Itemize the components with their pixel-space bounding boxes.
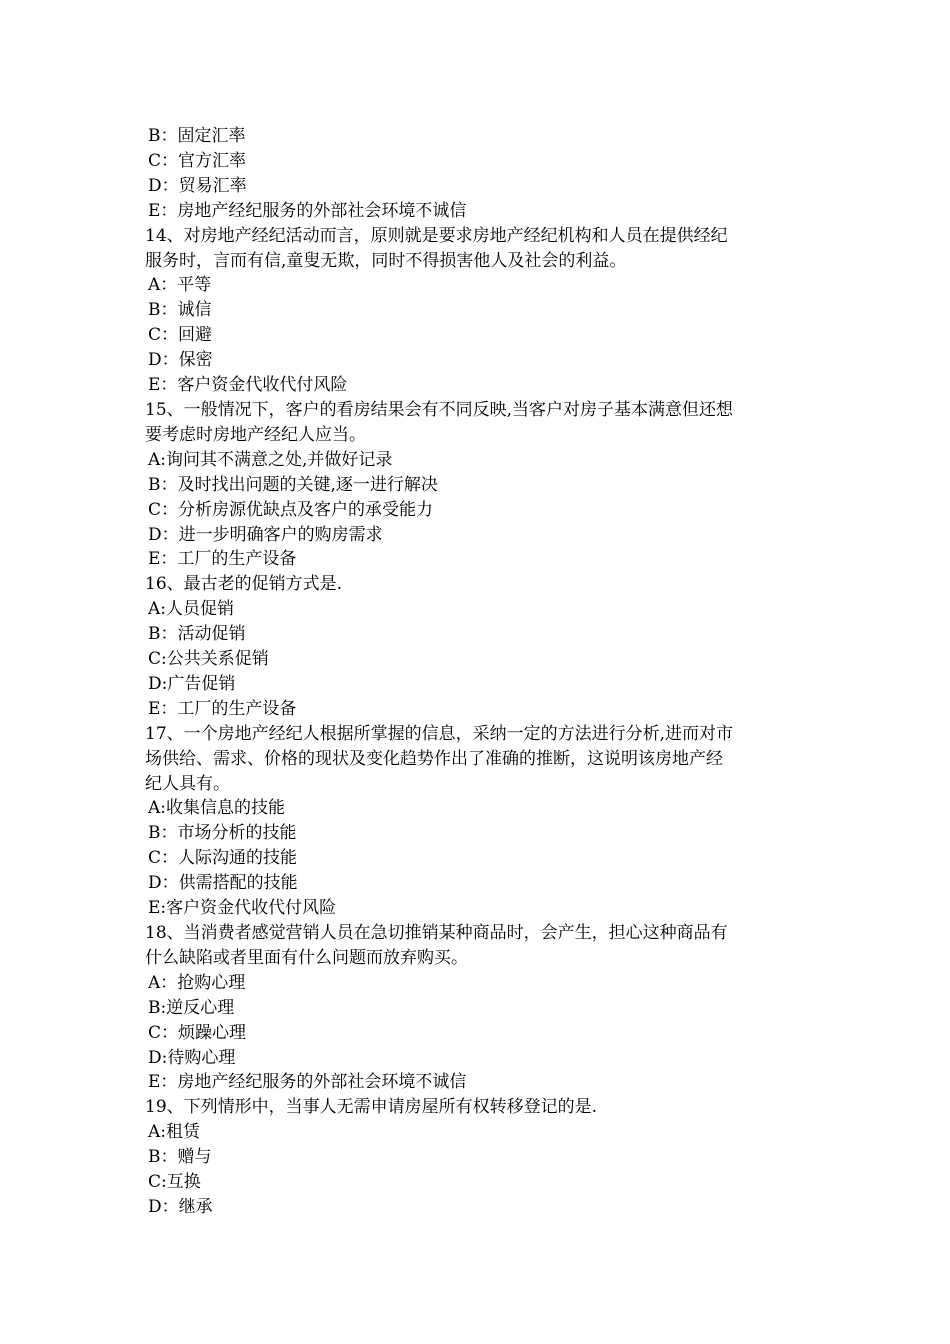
question-text-line: 什么缺陷或者里面有什么问题而放弃购买。 <box>145 947 468 968</box>
document-body <box>145 124 810 1220</box>
answer-option: C：人际沟通的技能 <box>148 848 298 869</box>
answer-option: B：诚信 <box>148 300 212 321</box>
answer-option: D：继承 <box>148 1196 213 1217</box>
answer-option: C：分析房源优缺点及客户的承受能力 <box>148 499 434 520</box>
answer-option: B：活动促销 <box>148 624 246 645</box>
answer-option: A：抢购心理 <box>148 972 246 993</box>
question-text-line: 服务时，言而有信,童叟无欺，同时不得损害他人及社会的利益。 <box>145 250 627 271</box>
answer-option: C：官方汇率 <box>148 150 247 171</box>
answer-option: A：平等 <box>148 275 212 296</box>
answer-option: E：工厂的生产设备 <box>148 549 297 570</box>
answer-option: C：回避 <box>148 325 213 346</box>
answer-option: E：房地产经纪服务的外部社会环境不诚信 <box>148 1072 467 1093</box>
answer-option: B：市场分析的技能 <box>148 823 297 844</box>
question-text-line: 纪人具有。 <box>145 773 230 794</box>
answer-option: A:收集信息的技能 <box>148 798 286 819</box>
question-text-line: 场供给、需求、价格的现状及变化趋势作出了准确的推断，这说明该房地产经 <box>145 748 723 769</box>
question-text-line: 17、一个房地产经纪人根据所掌握的信息，采纳一定的方法进行分析,进而对市 <box>145 723 734 744</box>
answer-option: E：房地产经纪服务的外部社会环境不诚信 <box>148 200 467 221</box>
answer-option: E:客户资金代收代付风险 <box>148 898 337 919</box>
answer-option: E：客户资金代收代付风险 <box>148 375 348 396</box>
answer-option: B：固定汇率 <box>148 126 246 146</box>
answer-option: C:公共关系促销 <box>148 649 269 670</box>
answer-option: D：供需搭配的技能 <box>148 873 298 894</box>
answer-option: E：工厂的生产设备 <box>148 698 297 719</box>
answer-option: D:待购心理 <box>148 1047 236 1068</box>
answer-option: A:租赁 <box>148 1122 201 1143</box>
question-text-line: 14、对房地产经纪活动而言，原则就是要求房地产经纪机构和人员在提供经纪 <box>145 225 728 246</box>
answer-option: C：烦躁心理 <box>148 1022 247 1043</box>
answer-option: B：赠与 <box>148 1147 212 1168</box>
answer-option: C:互换 <box>148 1172 201 1193</box>
answer-option: D:广告促销 <box>148 673 236 694</box>
answer-option: D：进一步明确客户的购房需求 <box>148 524 383 545</box>
question-text-line: 16、最古老的促销方式是. <box>145 574 343 595</box>
answer-option: B：及时找出问题的关键,逐一进行解决 <box>148 474 438 495</box>
question-text-line: 18、当消费者感觉营销人员在急切推销某种商品时，会产生，担心这种商品有 <box>145 923 728 943</box>
answer-option: A:询问其不满意之处,并做好记录 <box>148 449 393 470</box>
answer-option: A:人员促销 <box>148 599 235 620</box>
answer-option: D：贸易汇率 <box>148 175 247 196</box>
question-text-line: 19、下列情形中，当事人无需申请房屋所有权转移登记的是. <box>145 1097 598 1118</box>
question-text-line: 要考虑时房地产经纪人应当。 <box>145 424 366 445</box>
question-text-line: 15、一般情况下，客户的看房结果会有不同反映,当客户对房子基本满意但还想 <box>145 399 734 420</box>
answer-option: B:逆反心理 <box>148 997 235 1018</box>
answer-option: D：保密 <box>148 350 213 371</box>
